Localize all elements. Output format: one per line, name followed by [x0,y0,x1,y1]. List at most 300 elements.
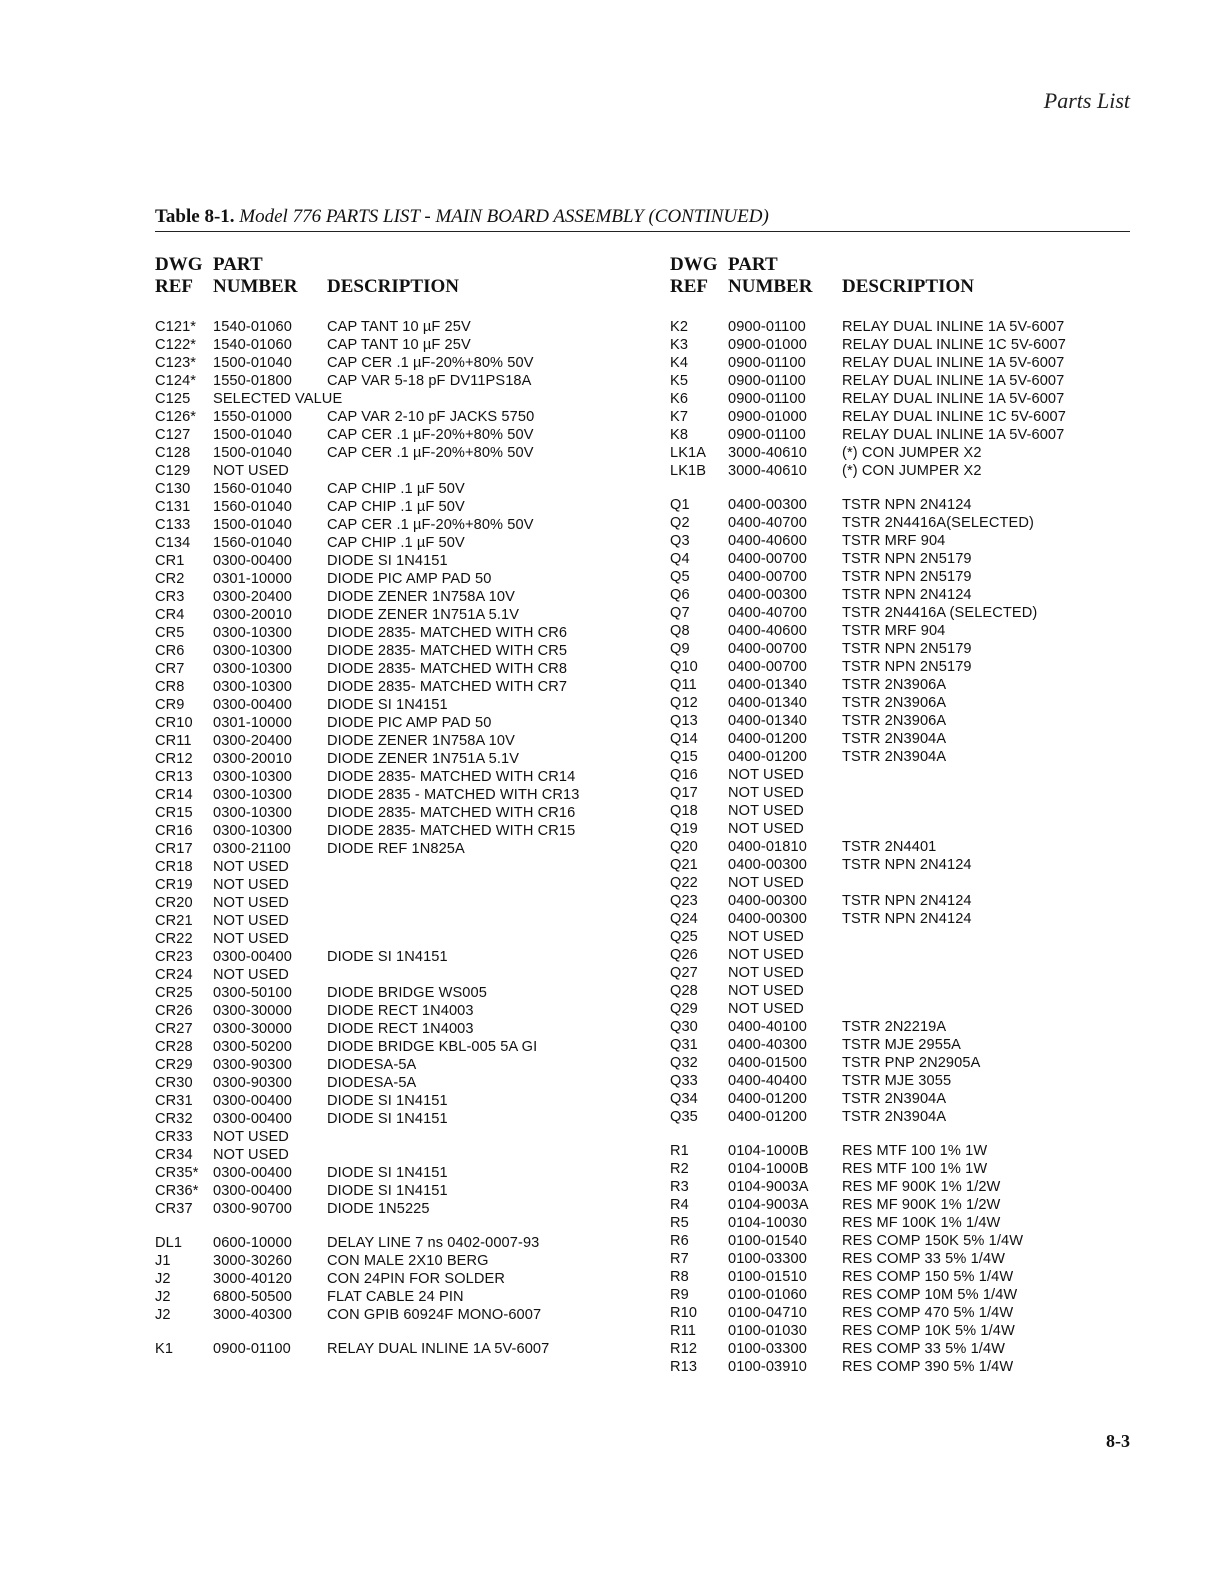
ref-cell: R4 [670,1197,689,1213]
parts-row [670,1036,1066,1054]
parts-row [670,1072,1066,1090]
parts-row [670,372,1066,390]
parts-row [155,1340,579,1358]
part-number-cell: 0400-00700 [728,551,807,567]
part-number-cell: 0900-01100 [213,1341,291,1357]
ref-cell: R11 [670,1323,696,1339]
description-cell: TSTR NPN 2N4124 [842,911,972,927]
parts-row [155,678,579,696]
ref-cell: Q11 [670,677,697,693]
description-cell: RES COMP 33 5% 1/4W [842,1341,1006,1357]
parts-row [670,354,1066,372]
parts-row [670,946,1066,964]
parts-row [155,516,579,534]
ref-cell: CR1 [155,553,185,569]
part-number-cell: 0300-20400 [213,589,292,605]
ref-cell: C129 [155,463,191,479]
part-number-cell: 6800-50500 [213,1289,292,1305]
parts-row [155,1182,579,1200]
ref-cell: J2 [155,1271,171,1287]
parts-row [155,372,579,390]
column-header-line1 [670,254,1066,276]
part-number-cell: 0300-50200 [213,1039,292,1055]
description-cell: DIODE 2835 - MATCHED WITH CR13 [327,787,580,803]
ref-cell: R8 [670,1269,689,1285]
parts-row [670,1054,1066,1072]
parts-column-left [155,254,579,1358]
ref-cell: R5 [670,1215,689,1231]
table-label: Table 8-1. [155,206,235,227]
ref-cell: R13 [670,1359,698,1375]
ref-cell: R1 [670,1143,689,1159]
part-number-cell: 0400-40400 [728,1073,807,1089]
description-cell: RELAY DUAL INLINE 1A 5V-6007 [842,355,1065,371]
ref-cell: CR24 [155,967,193,983]
part-number-cell: 3000-40610 [728,463,807,479]
description-cell: RES MF 900K 1% 1/2W [842,1179,1001,1195]
parts-row [670,1018,1066,1036]
ref-cell: Q5 [670,569,690,585]
ref-cell: R6 [670,1233,689,1249]
column-header-line2 [670,276,1066,298]
ref-cell: K1 [155,1341,174,1357]
description-cell: DIODE SI 1N4151 [327,697,448,713]
parts-row [670,712,1066,730]
parts-row [155,1288,579,1306]
part-number-cell: NOT USED [213,877,289,893]
description-cell: DIODE 2835- MATCHED WITH CR5 [327,643,568,659]
description-cell: TSTR NPN 2N5179 [842,551,972,567]
part-number-cell: 0400-00300 [728,893,807,909]
part-number-cell: 0300-90300 [213,1075,292,1091]
part-number-cell: 1540-01060 [213,319,292,335]
description-cell: RES COMP 10M 5% 1/4W [842,1287,1018,1303]
header-number: NUMBER [728,276,813,297]
description-cell: DIODE SI 1N4151 [327,1165,448,1181]
part-number-cell: NOT USED [728,965,804,981]
parts-row [155,1128,579,1146]
ref-cell: C128 [155,445,191,461]
part-number-cell: 0400-01200 [728,749,807,765]
parts-row [670,658,1066,676]
parts-row [670,982,1066,1000]
parts-row [155,336,579,354]
parts-row [670,676,1066,694]
part-number-cell: NOT USED [213,895,289,911]
description-cell: DIODE SI 1N4151 [327,1093,448,1109]
ref-cell: Q22 [670,875,698,891]
parts-row [155,588,579,606]
parts-row [670,426,1066,444]
ref-cell: Q28 [670,983,698,999]
description-cell: DIODE ZENER 1N751A 5.1V [327,751,520,767]
parts-rows-left [155,318,579,1358]
parts-row [155,444,579,462]
part-number-cell: 0400-40700 [728,515,807,531]
description-cell: TSTR NPN 2N5179 [842,659,972,675]
header-dwg: DWG [670,254,718,275]
ref-cell: C134 [155,535,191,551]
parts-row [155,606,579,624]
part-number-cell: NOT USED [728,983,804,999]
description-cell: RES COMP 33 5% 1/4W [842,1251,1006,1267]
part-number-cell: 0300-20010 [213,607,292,623]
parts-row [670,514,1066,532]
ref-cell: LK1A [670,445,707,461]
ref-cell: J1 [155,1253,171,1269]
ref-cell: CR36* [155,1183,199,1199]
description-cell: CAP VAR 2-10 pF JACKS 5750 [327,409,535,425]
ref-cell: Q32 [670,1055,698,1071]
parts-row [155,984,579,1002]
ref-cell: CR30 [155,1075,193,1091]
description-cell: TSTR NPN 2N4124 [842,893,972,909]
description-cell: TSTR MJE 3055 [842,1073,952,1089]
parts-row [155,462,579,480]
parts-row [670,874,1066,892]
header-description: DESCRIPTION [842,276,974,297]
part-number-cell: 1500-01040 [213,355,292,371]
description-cell: TSTR 2N3904A [842,1109,947,1125]
parts-row [155,768,579,786]
description-cell: RES COMP 390 5% 1/4W [842,1359,1014,1375]
parts-row [670,390,1066,408]
part-number-cell: 1550-01800 [213,373,292,389]
part-number-cell: 3000-40300 [213,1307,292,1323]
ref-cell: Q24 [670,911,698,927]
parts-row [670,604,1066,622]
description-cell: TSTR 2N4401 [842,839,937,855]
description-cell: TSTR 2N3904A [842,731,947,747]
part-number-cell: SELECTED VALUE [213,391,343,407]
parts-row [155,858,579,876]
description-cell: RELAY DUAL INLINE 1A 5V-6007 [327,1341,550,1357]
part-number-cell: 0400-40600 [728,533,807,549]
part-number-cell: 0301-10000 [213,571,292,587]
part-number-cell: NOT USED [728,821,804,837]
description-cell: TSTR 2N4416A(SELECTED) [842,515,1034,531]
ref-cell: CR9 [155,697,185,713]
parts-row [155,1074,579,1092]
ref-cell: CR5 [155,625,185,641]
parts-row [155,966,579,984]
description-cell: DIODE ZENER 1N758A 10V [327,589,515,605]
section-gap [670,1126,1066,1142]
part-number-cell: 0104-10030 [728,1215,807,1231]
parts-row [155,552,579,570]
parts-row [155,1092,579,1110]
section-gap [670,480,1066,496]
part-number-cell: 1500-01040 [213,427,292,443]
parts-row [670,532,1066,550]
part-number-cell: 0300-10300 [213,661,292,677]
part-number-cell: 0300-10300 [213,787,292,803]
description-cell: RELAY DUAL INLINE 1A 5V-6007 [842,391,1065,407]
part-number-cell: 1540-01060 [213,337,292,353]
description-cell: DIODE 2835- MATCHED WITH CR8 [327,661,568,677]
parts-row [155,642,579,660]
description-cell: DIODE PIC AMP PAD 50 [327,715,492,731]
part-number-cell: NOT USED [728,1001,804,1017]
parts-row [670,730,1066,748]
description-cell: DIODE SI 1N4151 [327,1183,448,1199]
description-cell: TSTR 2N3904A [842,749,947,765]
ref-cell: R2 [670,1161,689,1177]
ref-cell: CR3 [155,589,185,605]
parts-column-right [670,254,1066,1376]
description-cell: DIODE 1N5225 [327,1201,430,1217]
parts-row [670,892,1066,910]
ref-cell: Q21 [670,857,698,873]
description-cell: RELAY DUAL INLINE 1C 5V-6007 [842,409,1066,425]
ref-cell: C122* [155,337,197,353]
parts-row [670,1304,1066,1322]
ref-cell: Q33 [670,1073,698,1089]
part-number-cell: 0400-40600 [728,623,807,639]
description-cell: CAP CER .1 µF-20%+80% 50V [327,445,534,461]
ref-cell: K5 [670,373,689,389]
parts-row [155,354,579,372]
parts-row [155,498,579,516]
description-cell: DIODE 2835- MATCHED WITH CR16 [327,805,576,821]
description-cell: TSTR MRF 904 [842,533,946,549]
part-number-cell: 0104-1000B [728,1143,809,1159]
parts-row [670,1214,1066,1232]
description-cell: RELAY DUAL INLINE 1A 5V-6007 [842,373,1065,389]
part-number-cell: 1500-01040 [213,445,292,461]
part-number-cell: NOT USED [213,859,289,875]
part-number-cell: 0400-40100 [728,1019,807,1035]
ref-cell: K7 [670,409,689,425]
description-cell: CON GPIB 60924F MONO-6007 [327,1307,542,1323]
part-number-cell: 0100-01060 [728,1287,807,1303]
parts-row [155,1200,579,1218]
parts-row [670,550,1066,568]
part-number-cell: 0100-03910 [728,1359,807,1375]
description-cell: CAP CHIP .1 µF 50V [327,481,465,497]
part-number-cell: 0300-21100 [213,841,291,857]
ref-cell: K8 [670,427,689,443]
ref-cell: CR17 [155,841,193,857]
description-cell: TSTR NPN 2N4124 [842,857,972,873]
part-number-cell: NOT USED [213,1129,289,1145]
description-cell: TSTR PNP 2N2905A [842,1055,981,1071]
part-number-cell: 0100-01030 [728,1323,807,1339]
parts-row [155,948,579,966]
description-cell: DIODE BRIDGE WS005 [327,985,487,1001]
ref-cell: C133 [155,517,191,533]
part-number-cell: 0900-01100 [728,373,806,389]
parts-row [155,534,579,552]
part-number-cell: 0400-40700 [728,605,807,621]
ref-cell: Q35 [670,1109,698,1125]
ref-cell: CR32 [155,1111,193,1127]
parts-row [670,928,1066,946]
parts-row [155,1146,579,1164]
ref-cell: CR2 [155,571,185,587]
description-cell: DIODE REF 1N825A [327,841,465,857]
part-number-cell: 0400-01340 [728,695,807,711]
ref-cell: C125 [155,391,191,407]
description-cell: DIODE 2835- MATCHED WITH CR6 [327,625,568,641]
description-cell: DIODE PIC AMP PAD 50 [327,571,492,587]
parts-row [670,622,1066,640]
part-number-cell: 0300-00400 [213,1111,292,1127]
part-number-cell: 0400-40300 [728,1037,807,1053]
part-number-cell: NOT USED [728,803,804,819]
part-number-cell: 0900-01100 [728,319,806,335]
ref-cell: Q6 [670,587,690,603]
ref-cell: Q8 [670,623,690,639]
running-header: Parts List [1043,88,1130,113]
part-number-cell: NOT USED [213,463,289,479]
ref-cell: K3 [670,337,689,353]
ref-cell: R7 [670,1251,689,1267]
parts-row [670,1142,1066,1160]
ref-cell: R10 [670,1305,698,1321]
ref-cell: CR20 [155,895,193,911]
part-number-cell: 3000-40120 [213,1271,292,1287]
ref-cell: R9 [670,1287,689,1303]
part-number-cell: 0900-01000 [728,409,807,425]
parts-row [155,1056,579,1074]
part-number-cell: 0301-10000 [213,715,292,731]
description-cell: CAP CER .1 µF-20%+80% 50V [327,517,534,533]
parts-row [670,748,1066,766]
part-number-cell: 0100-01510 [728,1269,807,1285]
ref-cell: Q30 [670,1019,698,1035]
description-cell: DIODE ZENER 1N758A 10V [327,733,515,749]
part-number-cell: 0400-01500 [728,1055,807,1071]
ref-cell: C124* [155,373,197,389]
description-cell: DIODE SI 1N4151 [327,553,448,569]
parts-row [155,1270,579,1288]
part-number-cell: 0300-00400 [213,1165,292,1181]
ref-cell: CR35* [155,1165,199,1181]
part-number-cell: 3000-30260 [213,1253,292,1269]
parts-row [670,462,1066,480]
parts-row [155,1306,579,1324]
parts-row [155,696,579,714]
part-number-cell: 1560-01040 [213,499,292,515]
ref-cell: CR19 [155,877,193,893]
ref-cell: Q25 [670,929,698,945]
parts-row [670,820,1066,838]
ref-cell: CR21 [155,913,193,929]
description-cell: DIODESA-5A [327,1057,417,1073]
parts-row [155,930,579,948]
part-number-cell: 0400-00300 [728,857,807,873]
ref-cell: CR7 [155,661,185,677]
ref-cell: R12 [670,1341,698,1357]
description-cell: DIODE 2835- MATCHED WITH CR7 [327,679,568,695]
parts-row [155,750,579,768]
ref-cell: CR4 [155,607,185,623]
ref-cell: Q15 [670,749,698,765]
ref-cell: Q23 [670,893,698,909]
ref-cell: CR12 [155,751,193,767]
parts-row [155,822,579,840]
ref-cell: Q10 [670,659,698,675]
part-number-cell: 1560-01040 [213,535,292,551]
part-number-cell: 0100-03300 [728,1341,807,1357]
description-cell: DIODE SI 1N4151 [327,1111,448,1127]
ref-cell: LK1B [670,463,707,479]
part-number-cell: 0300-10300 [213,823,292,839]
parts-row [155,786,579,804]
description-cell: TSTR MRF 904 [842,623,946,639]
header-part: PART [728,254,778,275]
caption-rule [155,231,1130,232]
parts-row [155,426,579,444]
ref-cell: C131 [155,499,191,515]
ref-cell: CR8 [155,679,185,695]
ref-cell: Q9 [670,641,690,657]
description-cell: RELAY DUAL INLINE 1A 5V-6007 [842,427,1065,443]
parts-row [155,624,579,642]
parts-row [155,318,579,336]
parts-row [670,766,1066,784]
part-number-cell: 0300-10300 [213,643,292,659]
parts-row [155,894,579,912]
part-number-cell: 1560-01040 [213,481,292,497]
part-number-cell: 0400-01340 [728,713,807,729]
parts-row [155,840,579,858]
part-number-cell: NOT USED [728,767,804,783]
description-cell: DIODE ZENER 1N751A 5.1V [327,607,520,623]
part-number-cell: NOT USED [213,967,289,983]
parts-row [670,856,1066,874]
description-cell: DIODE BRIDGE KBL-005 5A GI [327,1039,538,1055]
parts-row [155,1234,579,1252]
ref-cell: C126* [155,409,197,425]
parts-row [670,1358,1066,1376]
parts-row [670,1286,1066,1304]
part-number-cell: NOT USED [213,1147,289,1163]
part-number-cell: 0400-00700 [728,659,807,675]
ref-cell: K2 [670,319,689,335]
description-cell: RES COMP 10K 5% 1/4W [842,1323,1015,1339]
ref-cell: CR16 [155,823,193,839]
part-number-cell: 0400-00300 [728,587,807,603]
parts-row [670,784,1066,802]
description-cell: TSTR 2N3906A [842,677,947,693]
ref-cell: CR28 [155,1039,193,1055]
description-cell: RES MTF 100 1% 1W [842,1143,988,1159]
part-number-cell: 0300-30000 [213,1021,292,1037]
ref-cell: CR15 [155,805,193,821]
ref-cell: Q4 [670,551,690,567]
parts-row [670,568,1066,586]
description-cell: TSTR 2N3906A [842,695,947,711]
part-number-cell: 0300-10300 [213,679,292,695]
ref-cell: C121* [155,319,197,335]
description-cell: TSTR NPN 2N4124 [842,497,972,513]
parts-row [155,408,579,426]
table-caption [155,206,769,228]
parts-row [155,714,579,732]
parts-rows-right [670,318,1066,1376]
parts-row [670,964,1066,982]
ref-cell: CR18 [155,859,193,875]
ref-cell: Q27 [670,965,698,981]
description-cell: RES COMP 150K 5% 1/4W [842,1233,1024,1249]
description-cell: RES MF 100K 1% 1/4W [842,1215,1001,1231]
ref-cell: Q2 [670,515,690,531]
ref-cell: CR29 [155,1057,193,1073]
ref-cell: CR22 [155,931,193,947]
parts-row [670,838,1066,856]
